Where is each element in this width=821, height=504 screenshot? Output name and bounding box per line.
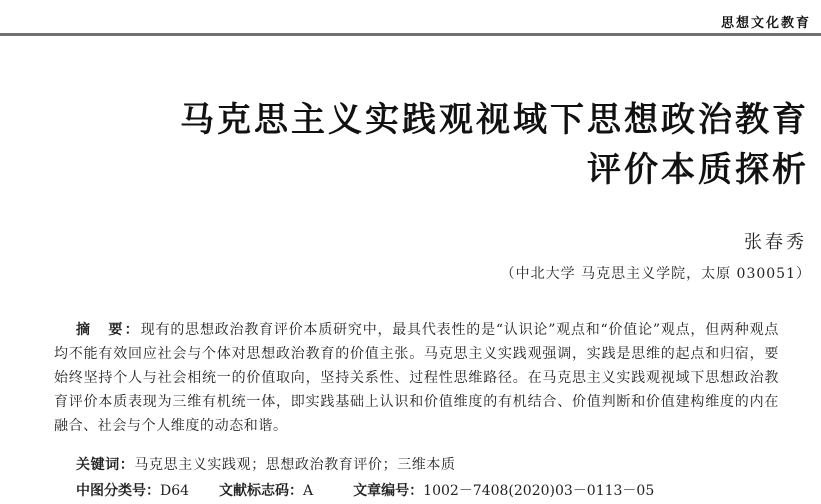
doc-code-label: 文献标志码：: [219, 483, 304, 499]
journal-section-label: 思想文化教育: [720, 16, 811, 31]
keywords: [76, 454, 456, 474]
keywords-label: 关键词：: [76, 457, 135, 473]
keywords-text: 马克思主义实践观；思想政治教育评价；三维本质: [134, 457, 456, 473]
article-title-line-2: 评价本质探析: [587, 150, 809, 190]
classification-line: [76, 480, 654, 500]
author-affiliation: （中北大学 马克思主义学院，太原 030051）: [500, 266, 811, 282]
clc-label: 中图分类号：: [76, 483, 160, 499]
author-name: 张春秀: [744, 232, 807, 253]
abstract: [54, 318, 779, 438]
article-title: [180, 95, 809, 195]
header-divider: [0, 33, 821, 36]
clc-value: D64: [160, 483, 190, 499]
article-title-line-1: 马克思主义实践观视域下思想政治教育: [180, 100, 809, 140]
article-no-label: 文章编号：: [353, 483, 424, 499]
doc-code-value: A: [303, 483, 314, 499]
article-no-value: 1002－7408(2020)03－0113－05: [423, 483, 655, 499]
abstract-label: 摘 要：: [76, 322, 141, 338]
abstract-text: 现有的思想政治教育评价本质研究中，最具代表性的是“认识论”观点和“价值论”观点，但两种观点均不能有效回应社会与个体对思想政治教育的价值主张。马克思主义实践观强调，实践是思维的起点和归宿，要始终坚持个人与社会相统一的价值取向，坚持关系性、过程性思维路径。在马克思主义实践观视域下思想政治教育评价本质表现为三维有机统一体，即实践基础上认识和价值维度的有机结合、价值判断和价值建构维度的内在融合、社会与个人维度的动态和谐。: [54, 322, 779, 434]
